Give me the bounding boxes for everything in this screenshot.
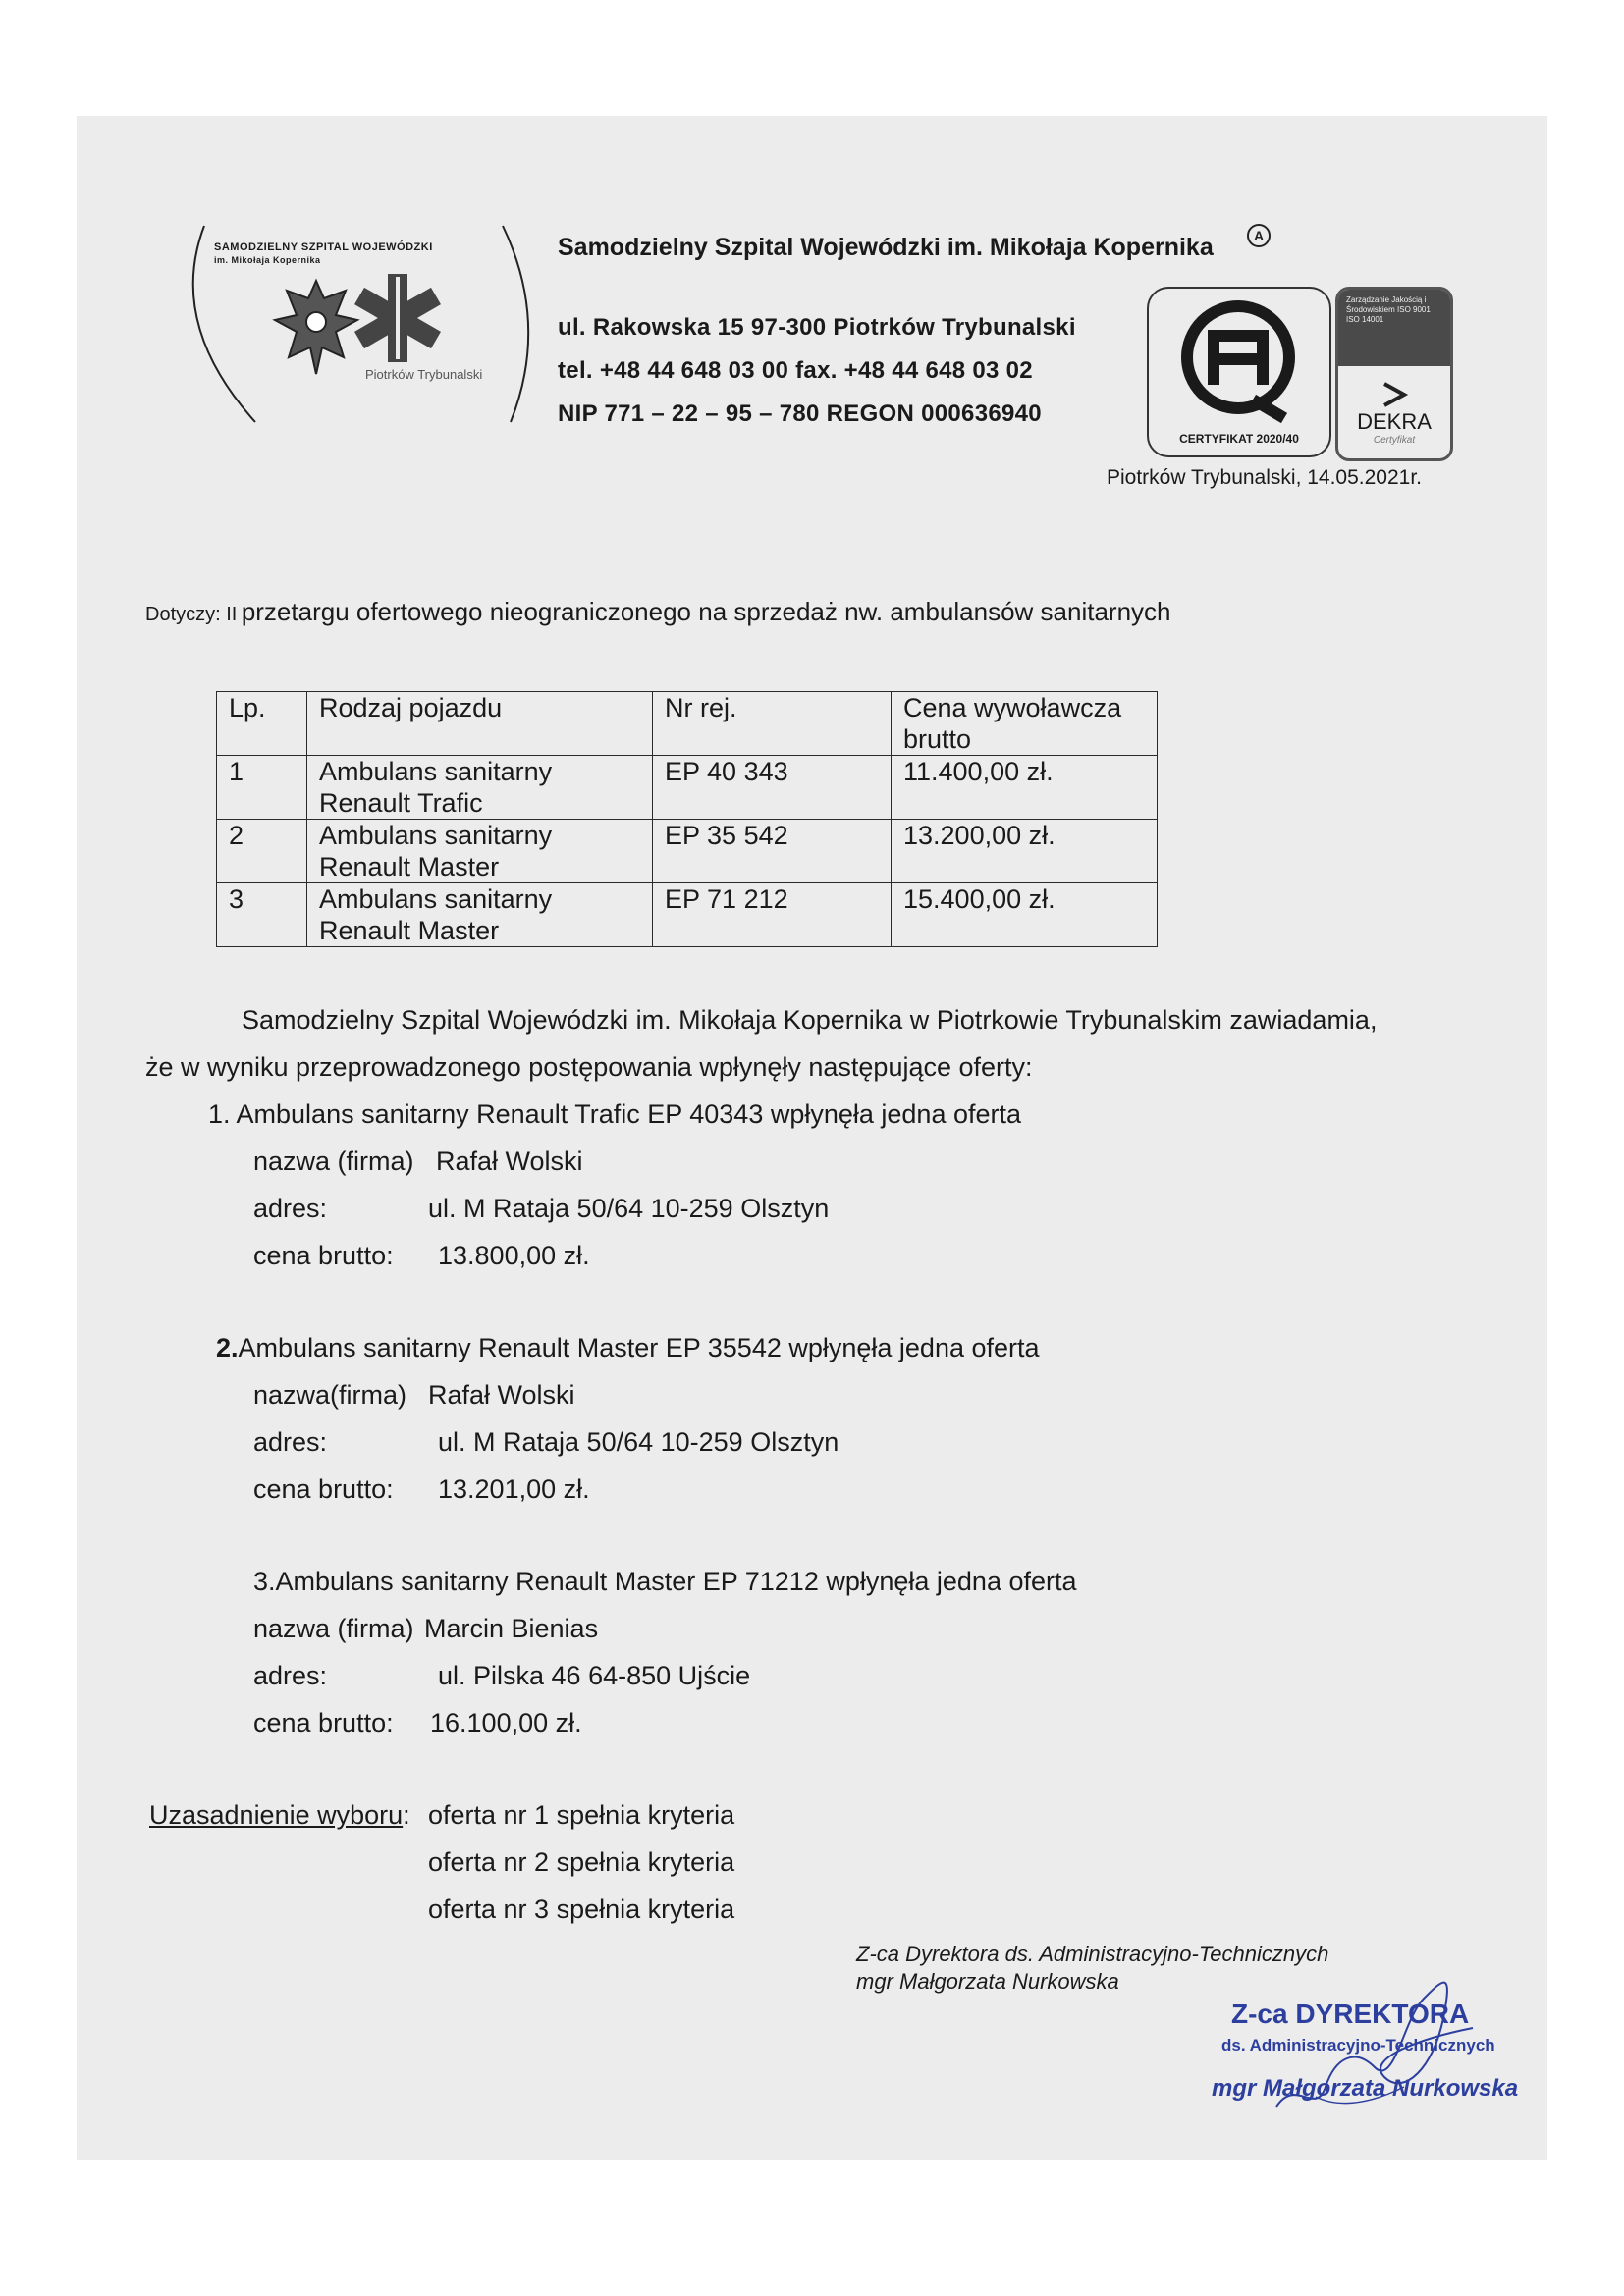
table-cell: EP 40 343	[653, 756, 892, 820]
justification-item: oferta nr 2 spełnia kryteria	[428, 1847, 735, 1877]
offer-2-price: 13.201,00 zł.	[438, 1474, 590, 1504]
offer-2-number: 2.	[216, 1333, 239, 1362]
offer-2-name: Rafał Wolski	[428, 1380, 575, 1410]
offer-1-price: 13.800,00 zł.	[438, 1241, 590, 1270]
hospital-address: ul. Rakowska 15 97-300 Piotrków Trybunalski	[558, 314, 1076, 341]
offer-3-heading: 3.Ambulans sanitarny Renault Master EP 71212 wpłynęła jedna oferta	[253, 1567, 1077, 1596]
offer-1-name-label: nazwa (firma)	[253, 1147, 414, 1176]
dekra-certificate-badge	[1335, 287, 1453, 461]
offer-1-address: ul. M Rataja 50/64 10-259 Olsztyn	[428, 1194, 830, 1223]
logo-line-1: SAMODZIELNY SZPITAL WOJEWÓDZKI	[214, 241, 433, 253]
table-header-cell: Nr rej.	[653, 692, 892, 756]
dekra-name: DEKRA	[1357, 409, 1432, 434]
offer-1-heading: 1. Ambulans sanitarny Renault Trafic EP 40343 wpłynęła jedna oferta	[208, 1099, 1022, 1129]
svg-text:A: A	[1253, 228, 1265, 243]
table-cell: 11.400,00 zł.	[892, 756, 1158, 820]
registered-a-icon	[1245, 222, 1272, 249]
table-cell: 2	[217, 820, 307, 883]
ambulance-table	[216, 691, 1158, 947]
logo-line-2: im. Mikołaja Kopernika	[214, 255, 321, 265]
table-cell: EP 71 212	[653, 883, 892, 947]
offer-1-name: Rafał Wolski	[436, 1147, 583, 1176]
offer-2-address-label: adres:	[253, 1427, 328, 1457]
offer-2-name-label: nazwa(firma)	[253, 1380, 407, 1410]
hospital-phone-fax: tel. +48 44 648 03 00 fax. +48 44 648 03 02	[558, 357, 1033, 384]
quality-a-icon	[1174, 296, 1302, 424]
table-row	[217, 756, 1158, 820]
star-of-life-icon	[353, 269, 442, 367]
intro-line-2: że w wyniku przeprowadzonego postępowania wpłynęły następujące oferty:	[145, 1052, 1033, 1082]
justification-item: oferta nr 3 spełnia kryteria	[428, 1895, 735, 1924]
hospital-name: Samodzielny Szpital Wojewódzki im. Mikołaja Kopernika	[558, 234, 1214, 261]
table-cell: 3	[217, 883, 307, 947]
stamp-line-1: Z-ca DYREKTORA	[1231, 1999, 1470, 2029]
offer-2-heading	[216, 1333, 1040, 1363]
table-cell: Ambulans sanitarny Renault Master	[307, 883, 653, 947]
subject-line	[145, 597, 1171, 627]
offer-1-address-label: adres:	[253, 1194, 328, 1223]
dekra-arrow-icon	[1375, 380, 1414, 409]
certificate-a-label: CERTYFIKAT 2020/40	[1179, 432, 1299, 446]
offer-3-price: 16.100,00 zł.	[430, 1708, 582, 1737]
eagle-emblem-icon	[267, 271, 365, 389]
table-header-cell: Rodzaj pojazdu	[307, 692, 653, 756]
offer-1-price-label: cena brutto:	[253, 1241, 394, 1270]
table-cell: EP 35 542	[653, 820, 892, 883]
offer-3-name-label: nazwa (firma)	[253, 1614, 414, 1643]
logo-city: Piotrków Trybunalski	[365, 367, 483, 382]
hospital-nip-regon: NIP 771 – 22 – 95 – 780 REGON 000636940	[558, 400, 1042, 427]
offer-3-address: ul. Pilska 46 64-850 Ujście	[438, 1661, 751, 1690]
justification-item: oferta nr 1 spełnia kryteria	[428, 1800, 735, 1830]
stamp-line-3: mgr Małgorzata Nurkowska	[1212, 2075, 1519, 2102]
dekra-small-text: Zarządzanie Jakością i Środowiskiem ISO 9001 ISO 14001	[1346, 295, 1431, 324]
justification-label: Uzasadnienie wyboru	[149, 1800, 404, 1830]
signature-role: Z-ca Dyrektora ds. Administracyjno-Technicznych	[856, 1942, 1329, 1966]
justification-heading: Uzasadnienie wyboru:	[149, 1800, 410, 1830]
dekra-subtitle: Certyfikat	[1373, 435, 1416, 446]
offer-2-heading-text: Ambulans sanitarny Renault Master EP 35542 wpłynęła jedna oferta	[238, 1333, 1040, 1362]
handwritten-signature-icon	[1257, 1959, 1492, 2126]
table-header-cell: Lp.	[217, 692, 307, 756]
table-row	[217, 820, 1158, 883]
table-cell: 15.400,00 zł.	[892, 883, 1158, 947]
offer-2-address: ul. M Rataja 50/64 10-259 Olsztyn	[438, 1427, 839, 1457]
subject-label: Dotyczy: II	[145, 604, 238, 625]
offer-3-address-label: adres:	[253, 1661, 328, 1690]
subject-text: przetargu ofertowego nieograniczonego na sprzedaż nw. ambulansów sanitarnych	[241, 597, 1171, 626]
table-cell: Ambulans sanitarny Renault Trafic	[307, 756, 653, 820]
offer-2-price-label: cena brutto:	[253, 1474, 394, 1504]
table-cell: Ambulans sanitarny Renault Master	[307, 820, 653, 883]
table-cell: 13.200,00 zł.	[892, 820, 1158, 883]
table-header-cell: Cena wywoławcza brutto	[892, 692, 1158, 756]
offer-3-price-label: cena brutto:	[253, 1708, 394, 1737]
offer-3-name: Marcin Bienias	[424, 1614, 599, 1643]
table-row	[217, 883, 1158, 947]
signature-name: mgr Małgorzata Nurkowska	[856, 1969, 1119, 1994]
certificate-a-badge	[1147, 287, 1331, 457]
stamp-line-2: ds. Administracyjno-Technicznych	[1221, 2036, 1495, 2055]
place-and-date: Piotrków Trybunalski, 14.05.2021r.	[1107, 466, 1423, 489]
intro-line-1: Samodzielny Szpital Wojewódzki im. Mikołaja Kopernika w Piotrkowie Trybunalskim zawiadamia,	[242, 1005, 1378, 1035]
table-header-row	[217, 692, 1158, 756]
table-cell: 1	[217, 756, 307, 820]
